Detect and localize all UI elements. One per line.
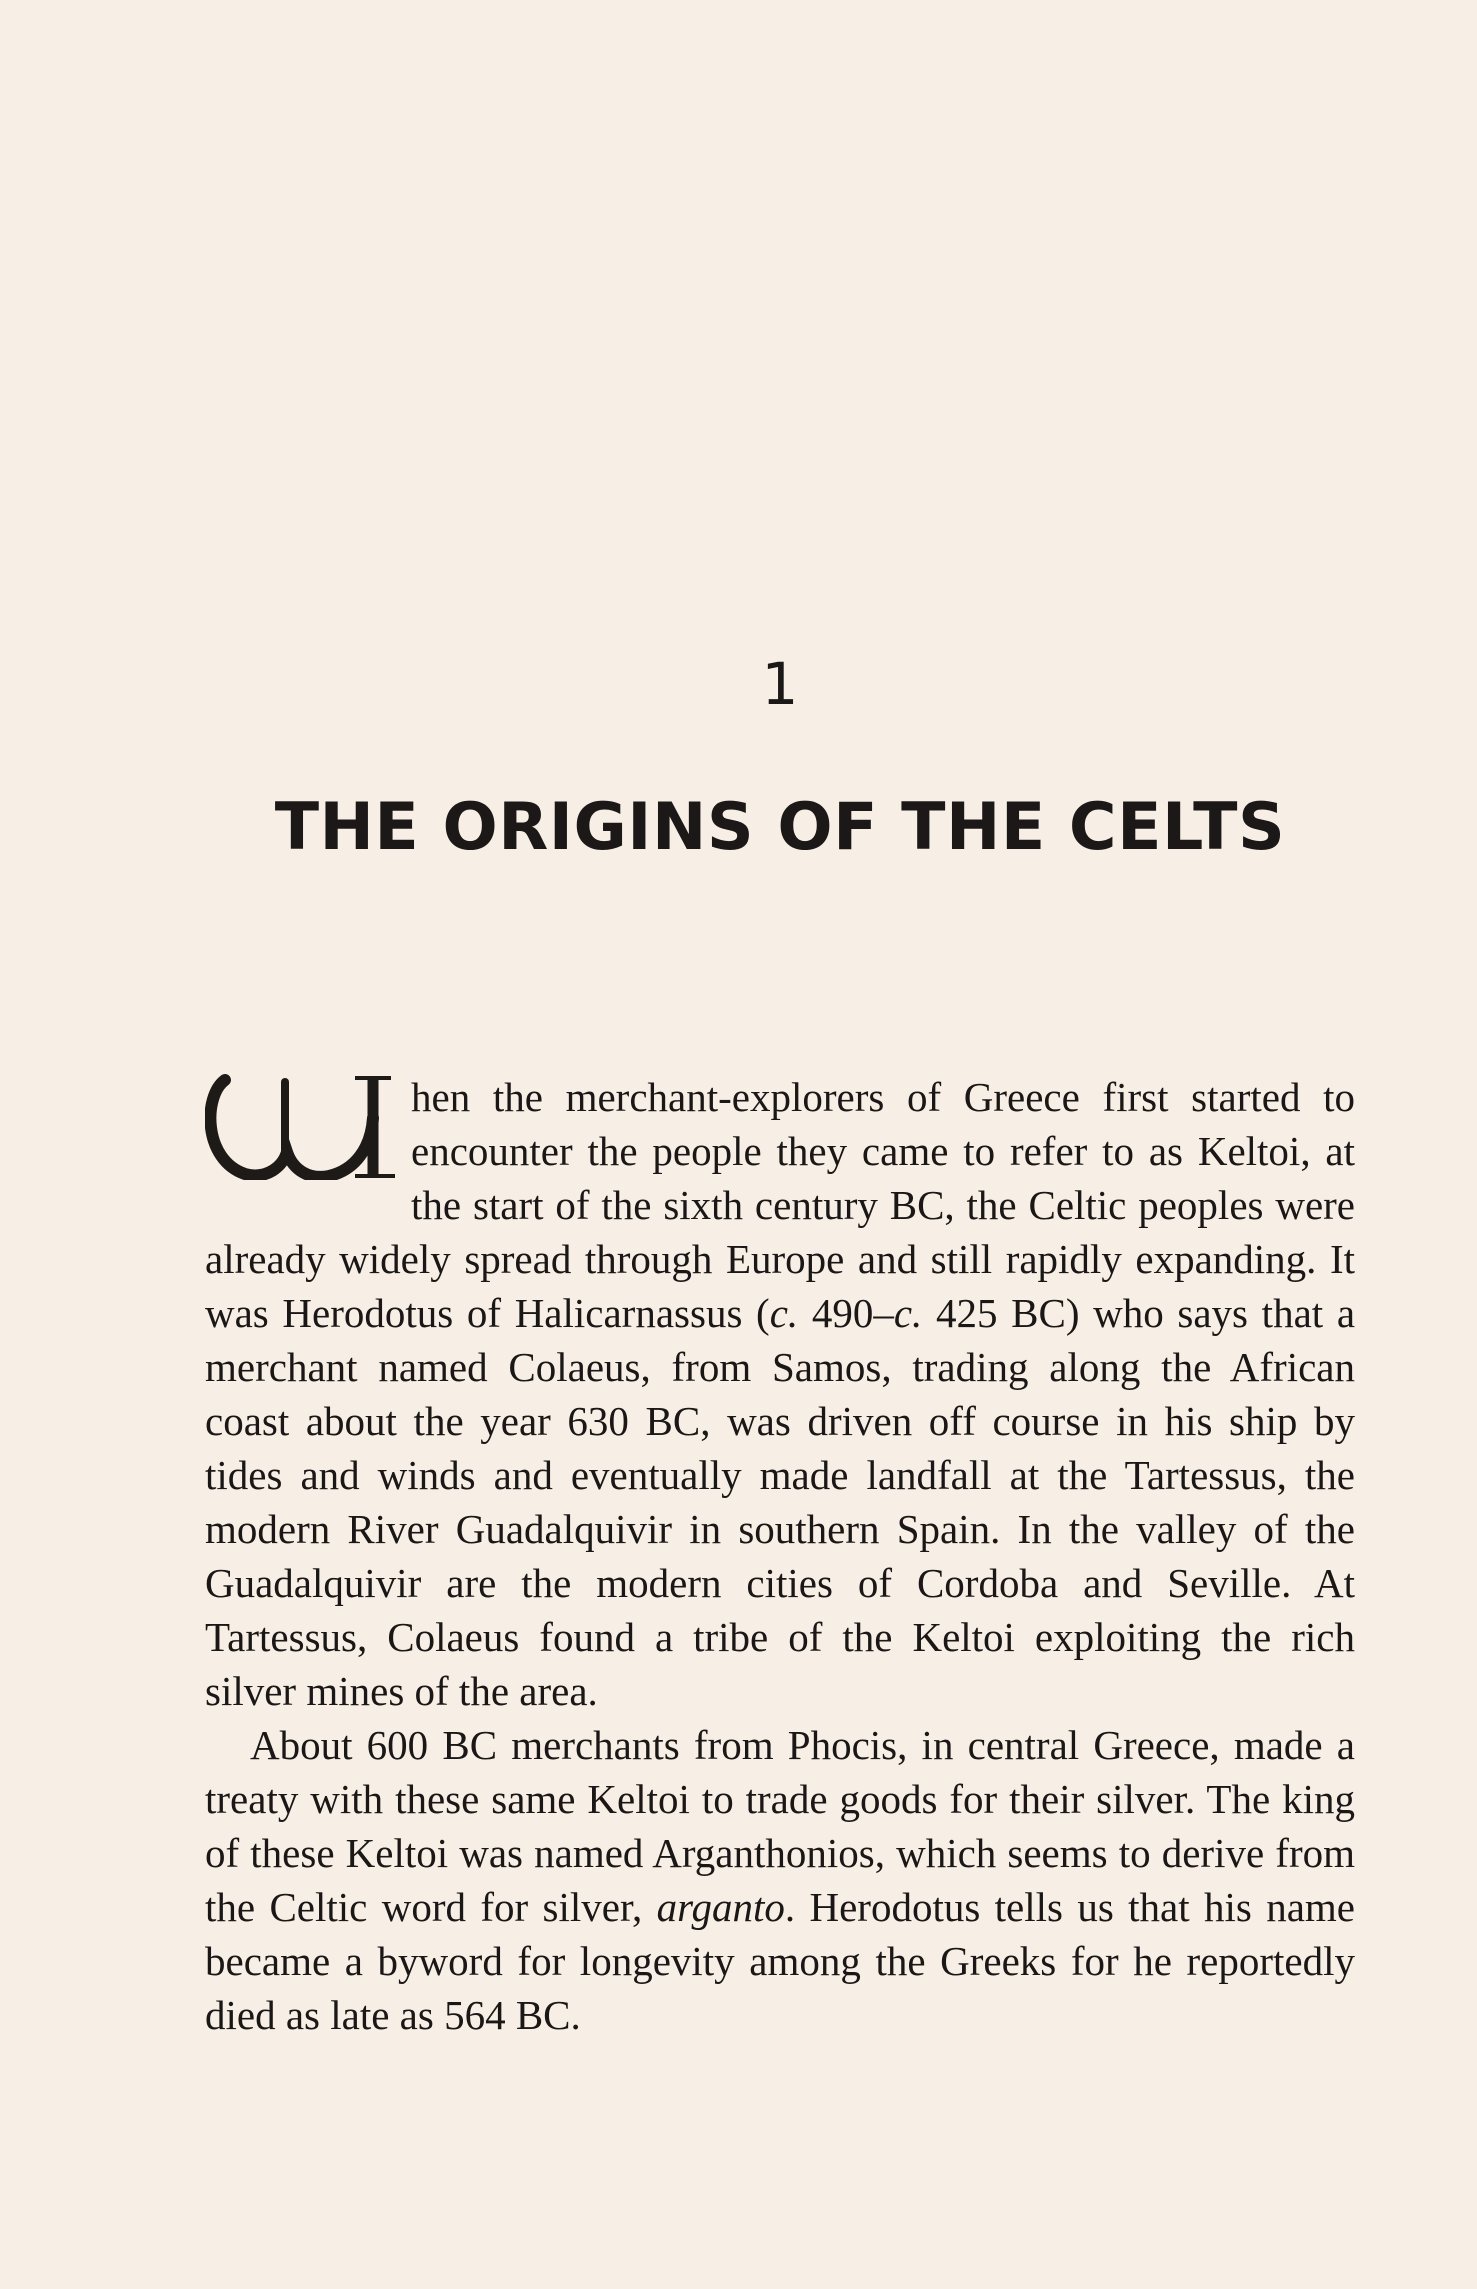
text-run: About 600	[250, 1722, 443, 1768]
chapter-number: 1	[761, 650, 799, 718]
text-run: ) who says that a merchant named Colaeus, from Samos, trading along the African coast about the year 630	[205, 1290, 1356, 1444]
era-abbrev: BC	[442, 1722, 498, 1768]
era-abbrev: BC	[515, 1992, 571, 2038]
paragraph-2	[205, 1718, 1355, 2042]
circa-abbrev: c.	[893, 1290, 923, 1336]
era-abbrev: BC	[889, 1182, 945, 1228]
chapter-title: THE ORIGINS OF THE CELTS	[274, 790, 1286, 865]
era-abbrev: BC	[645, 1398, 701, 1444]
circa-abbrev: c.	[769, 1290, 799, 1336]
text-run: merchants from Phocis, in central Greece, made a treaty with these same Keltoi to trade goods for their silver. The king of these Keltoi was named Arganthonios, which seems to derive from the Celtic word for silver,	[205, 1722, 1355, 1930]
text-run: 490–	[798, 1290, 894, 1336]
paragraph-1	[205, 1070, 1355, 1718]
body-text	[205, 1070, 1355, 2042]
celtic-word: arganto	[656, 1884, 785, 1930]
text-run: . Herodotus tells us that his name became a byword for longevity among the Greeks for he reportedly died as late as 564	[205, 1884, 1355, 2038]
era-abbrev: BC	[1011, 1290, 1066, 1336]
drop-cap-w-glyph	[205, 1074, 397, 1180]
text-run: hen the merchant-explorers of Greece first started to encounter the people they came to refer to as Keltoi, at the start of the sixth century	[411, 1074, 1355, 1228]
text-run: , was driven off course in his ship by tides and winds and eventually made landfall at the Tartessus, the modern River Guadalquivir in southern Spain. In the valley of the Guadalquivir are the modern cities of Cordoba and Seville. At Tartessus, Colaeus found a tribe of the Keltoi exploiting the rich silver mines of the area.	[205, 1398, 1355, 1714]
text-run: , the Celtic peoples were already widely spread through Europe and still rapidly expanding. It was Herodotus of Halicarnassus (	[205, 1182, 1355, 1336]
drop-cap	[205, 1074, 397, 1180]
text-run: 425	[922, 1290, 1012, 1336]
show-through-texture	[200, 200, 1357, 254]
text-run: .	[570, 1992, 581, 2038]
